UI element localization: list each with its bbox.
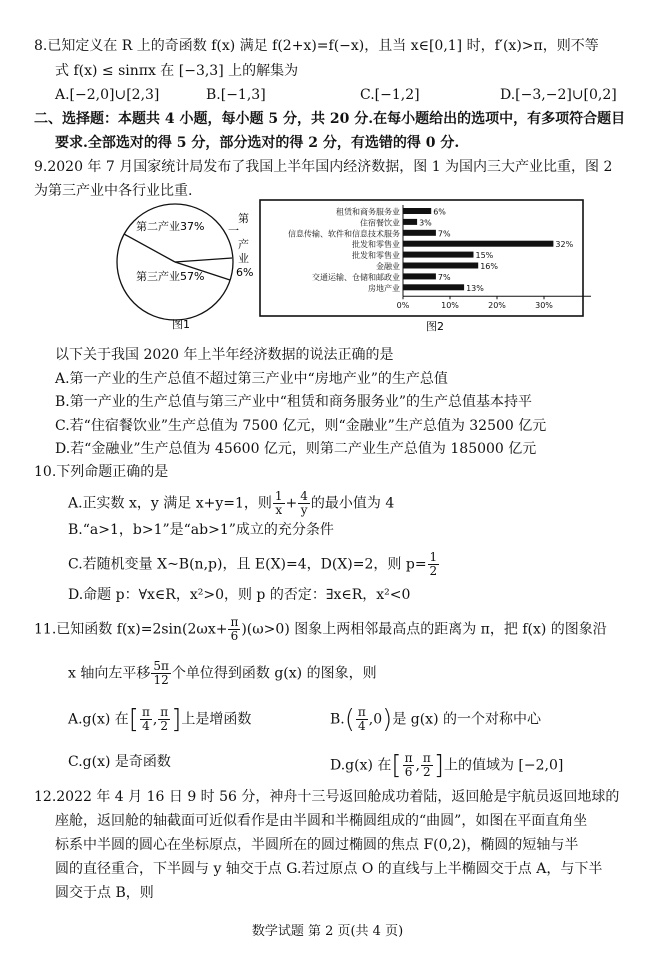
q9-line2: 为第三产业中各行业比重. <box>34 183 193 199</box>
fraction-numerator: π <box>404 751 413 765</box>
chart-frame <box>260 200 583 316</box>
q12-line5: 圆交于点 B，则 <box>55 885 154 901</box>
fraction-numerator: 5π <box>153 659 169 673</box>
fraction-numerator: π <box>141 705 150 719</box>
bar-value-label: 6% <box>433 207 446 217</box>
fraction <box>403 752 415 779</box>
q11-l1-post: )(ω>0) 图象上两相邻最高点的距离为 π，把 f(x) 的图象沿 <box>241 621 607 638</box>
q10-a-post: 的最小值为 4 <box>310 495 395 512</box>
bar <box>403 230 436 236</box>
bar-category-label: 租赁和商务服务业 <box>336 207 400 217</box>
bar <box>403 241 553 247</box>
fraction-numerator: 1 <box>429 550 438 564</box>
q9-option-c: C.若“住宿餐饮业”生产总值为 7500 亿元，则“金融业”生产总值为 32500 亿元 <box>55 418 547 434</box>
bar <box>403 284 464 290</box>
bar <box>403 219 417 225</box>
bar-value-label: 13% <box>466 283 484 293</box>
pie-label-sector1-c0: 第 <box>238 212 249 225</box>
q11-b-pre: B. <box>330 711 345 728</box>
q10-a-plus: + <box>285 495 298 512</box>
fraction <box>421 752 433 779</box>
q8-option-d: D.[−3,−2]∪[0,2] <box>500 87 617 103</box>
x-tick-label: 20% <box>488 301 506 311</box>
q8-option-b: B.[−1,3] <box>206 87 266 103</box>
section2-line2: 要求.全部选对的得 5 分，部分选对的得 2 分，有选错的得 0 分. <box>55 135 460 151</box>
q11-a-post: 上是增函数 <box>181 711 252 728</box>
q10-a-pre: A.正实数 x，y 满足 x+y=1，则 <box>68 495 272 512</box>
right-bracket: ] <box>433 750 444 781</box>
fraction-denominator: y <box>300 503 308 517</box>
left-bracket: [ <box>128 704 139 735</box>
bar-category-label: 房地产业 <box>368 283 400 293</box>
q8-option-a: A.[−2,0]∪[2,3] <box>55 87 160 103</box>
q11-l2-pre: x 轴向左平移 <box>68 665 151 682</box>
x-tick-label: 0% <box>396 301 410 311</box>
pie-label-sector1-c1: 一 <box>228 224 239 237</box>
pie-label-sector2: 第二产业37% <box>136 220 205 233</box>
q11-b-rest: ,0 <box>368 711 383 728</box>
fraction <box>298 490 310 517</box>
fraction-denominator: 2 <box>423 765 431 779</box>
bar-value-label: 3% <box>419 218 432 228</box>
q12-line1: 12.2022 年 4 月 16 日 9 时 56 分，神舟十三号返回舱成功着陆，返回舱是宇航员返回地球的 <box>34 789 620 805</box>
fraction-numerator: π <box>357 705 366 719</box>
section2-line1: 二、选择题：本题共 4 小题，每小题 5 分，共 20 分.在每小题给出的选项中，有多项符合题目 <box>34 111 626 127</box>
pie-divider-2 <box>175 258 232 262</box>
fraction-denominator: 6 <box>404 765 413 779</box>
left-paren: ( <box>344 704 355 735</box>
q10-c-pre: C.若随机变量 X~B(n,p)，且 E(X)=4，D(X)=2，则 p= <box>68 556 427 573</box>
q12-line2: 座舱，返回舱的轴截面可近似看作是由半圆和半椭圆组成的“曲圆”，如图在平面直角坐 <box>55 813 588 829</box>
bar-value-label: 7% <box>437 229 451 239</box>
q9-line1: 9.2020 年 7 月国家统计局发布了我国上半年国内经济数据，图 1 为国内三大产业比重，图 2 <box>34 159 613 175</box>
figure-2-caption: 图2 <box>426 320 444 333</box>
bar-value-label: 32% <box>555 240 574 250</box>
bar <box>403 252 474 258</box>
q9-option-b: B.第一产业的生产总值与第三产业中“租赁和商务服务业”的生产总值基本持平 <box>55 394 533 410</box>
q11-l1-pre: 11.已知函数 f(x)=2sin(2ωx+ <box>34 621 228 638</box>
fraction-denominator: 2 <box>160 719 169 733</box>
q12-line3: 标系中半圆的圆心在坐标原点，半圆所在的圆过椭圆的焦点 F(0,2)，椭圆的短轴与半 <box>55 837 579 853</box>
fraction <box>273 490 285 517</box>
q11-b-post: 是 g(x) 的一个对称中心 <box>392 711 541 728</box>
x-tick-label: 30% <box>535 301 553 311</box>
q11-d-post: 上的值域为 [−2,0] <box>443 757 564 774</box>
q10-option-b: B.“a>1，b>1”是“ab>1”成立的充分条件 <box>68 522 334 538</box>
left-bracket: [ <box>391 750 402 781</box>
bar-category-label: 交通运输、仓储和邮政业 <box>312 272 400 282</box>
bar-value-label: 15% <box>475 251 494 261</box>
bar <box>403 263 478 269</box>
fraction-numerator: 1 <box>274 489 283 503</box>
page-footer: 数学试题 第 2 页(共 4 页) <box>251 924 404 939</box>
fraction <box>356 706 368 733</box>
fraction-numerator: π <box>230 615 239 629</box>
figure-2-bar-chart <box>258 199 598 334</box>
q11-d-pre: D.g(x) 在 <box>330 757 392 774</box>
figure-1-pie <box>110 200 260 330</box>
fraction <box>151 660 171 687</box>
right-bracket: ] <box>171 704 182 735</box>
q10-option-d: D.命题 p：∀x∈R，x²>0，则 p 的否定：∃x∈R，x²<0 <box>68 587 411 603</box>
q12-line4: 圆的直径重合，下半圆与 y 轴交于点 G.若过原点 O 的直线与上半椭圆交于点 A，与下半 <box>55 861 603 877</box>
figure-1-caption: 图1 <box>172 318 190 330</box>
bar-value-label: 16% <box>480 262 498 271</box>
pie-label-sector1-c3: 业 <box>238 252 249 265</box>
fraction-denominator: 12 <box>153 673 169 687</box>
q10-option-a <box>68 490 394 517</box>
pie-divider-1 <box>124 234 175 262</box>
q9-option-d: D.若“金融业”生产总值为 45600 亿元，则第二产业生产总值为 185000 亿元 <box>55 441 537 457</box>
q10-option-c <box>68 551 440 578</box>
fraction-denominator: 4 <box>142 719 150 733</box>
q11-l2-post: 个单位得到函数 g(x) 的图象，则 <box>171 665 377 682</box>
pie-label-sector3: 第三产业57% <box>136 270 205 283</box>
bar-category-label: 住宿餐饮业 <box>360 218 400 228</box>
q11-a-pre: A.g(x) 在 <box>68 711 129 728</box>
q11-option-b <box>330 706 541 733</box>
bar-category-label: 金融业 <box>376 262 400 271</box>
q11-line1 <box>34 616 607 643</box>
fraction-denominator: 4 <box>358 719 366 733</box>
q8-line1: 8.已知定义在 R 上的奇函数 f(x) 满足 f(2+x)=f(−x)，且当 x∈[0,1] 时，f′(x)>π，则不等 <box>34 38 599 54</box>
q11-line2 <box>68 660 377 687</box>
fraction <box>428 551 440 578</box>
bar-category-label: 批发和零售业 <box>352 240 400 250</box>
right-paren: ) <box>382 704 393 735</box>
q8-option-c: C.[−1,2] <box>360 87 420 103</box>
fraction-denominator: 6 <box>230 629 239 643</box>
q9-stem: 以下关于我国 2020 年上半年经济数据的说法正确的是 <box>55 347 394 363</box>
q11-option-a: A.g(x) 在[ $\frac{\pi}{4}$ , $\frac{\pi}{2}$ ]上是增函数 <box>68 704 252 735</box>
bar <box>403 208 431 214</box>
q8-line2: 式 f(x) ≤ sinπx 在 [−3,3] 上的解集为 <box>55 63 299 79</box>
bar-category-label: 批发和零售业 <box>352 251 400 261</box>
fraction-numerator: 4 <box>300 489 308 503</box>
q11-option-d: D.g(x) 在[ $\frac{\pi}{6}$ , $\frac{\pi}{2}$ ]上的值域为 [−2,0] <box>330 750 564 781</box>
fraction-numerator: π <box>160 705 169 719</box>
bar-category-label: 信息传输、软件和信息技术服务 <box>288 229 400 239</box>
fraction-denominator: x <box>275 503 283 517</box>
bar-value-label: 7% <box>437 272 451 282</box>
fraction <box>228 616 240 643</box>
fraction <box>140 706 152 733</box>
pie-label-sector1-c2: 产 <box>238 238 249 251</box>
pie-label-sector1-value: 6% <box>236 266 254 279</box>
fraction <box>158 706 170 733</box>
fraction-denominator: 2 <box>429 564 438 578</box>
q11-option-c: C.g(x) 是奇函数 <box>68 754 171 770</box>
q9-option-a: A.第一产业的生产总值不超过第三产业中“房地产业”的生产总值 <box>55 371 448 387</box>
fraction-numerator: π <box>422 751 431 765</box>
x-tick-label: 10% <box>441 301 459 311</box>
bar <box>403 273 436 279</box>
q10-stem: 10.下列命题正确的是 <box>34 464 169 480</box>
